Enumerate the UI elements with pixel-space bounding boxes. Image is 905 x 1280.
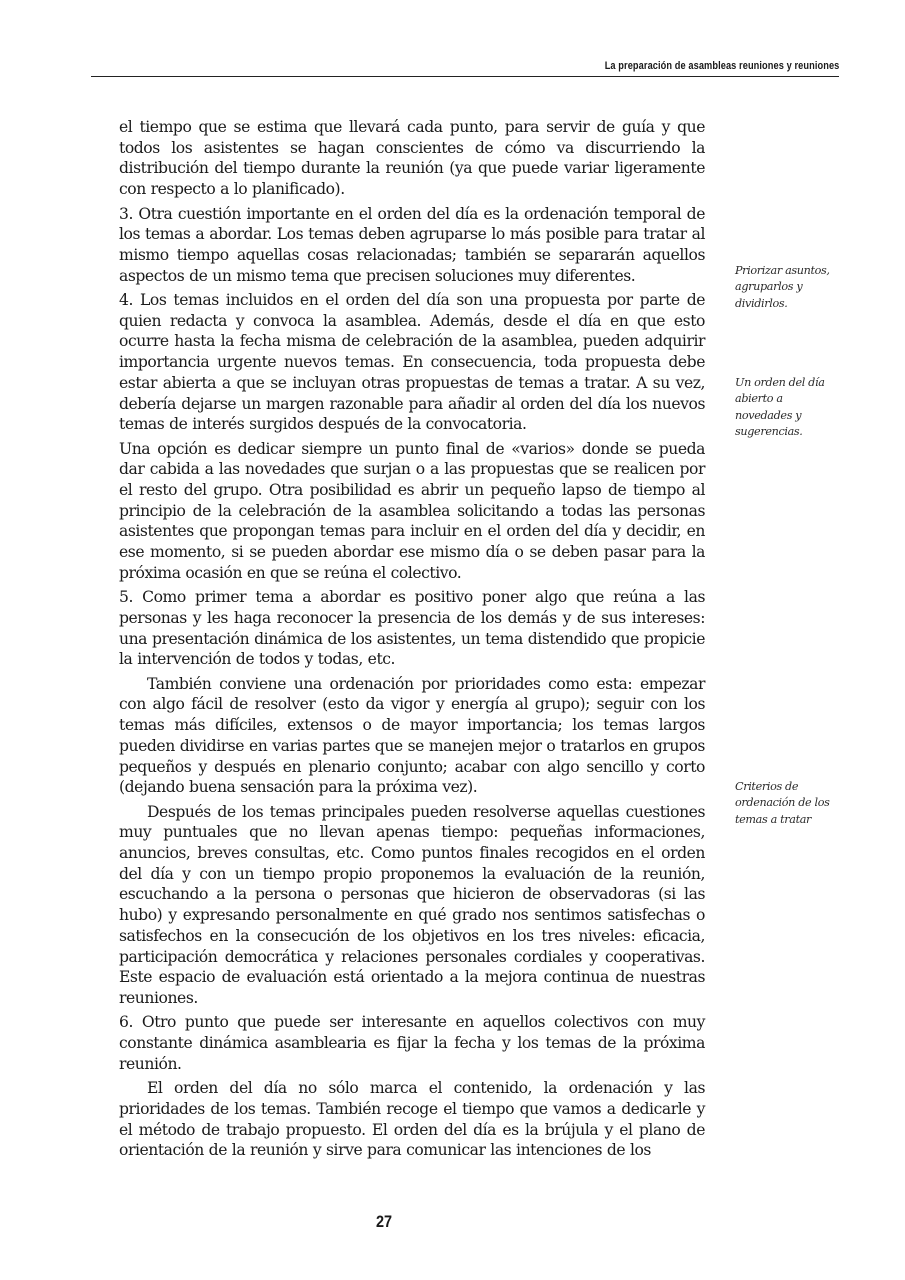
page-number: 27 bbox=[375, 1212, 393, 1231]
paragraph-point-3: 3. Otra cuestión importante en el orden del día es la ordenación temporal de los temas a abordar. Los temas deben agruparse lo más posible para tratar al mismo tiempo aquellas cosas relacionadas; también se separarán aquellos aspectos de un mismo tema que precisen soluciones muy diferentes. bbox=[119, 204, 705, 285]
paragraph-point-5: 5. Como primer tema a abordar es positivo poner algo que reúna a las personas y les haga reconocer la presencia de los demás y de sus intereses: una presentación dinámica de los asistentes, un tema distendido que propicie la intervención de todos y todas, etc. bbox=[119, 588, 705, 669]
paragraph-point-4: 4. Los temas incluidos en el orden del día son una propuesta por parte de quien redacta y convoca la asamblea. Además, desde el día en que esto ocurre hasta la fecha misma de celebración de la asamblea, pueden adquirir importancia urgente nuevos temas. En consecuencia, toda propuesta debe estar abierta a que se incluyan otras propuestas de temas a tratar. A su vez, debería dejarse un margen razonable para añadir al orden del día los nuevos temas de interés surgidos después de la convocatoria. bbox=[119, 291, 705, 434]
main-text-column bbox=[119, 117, 705, 1165]
header-rule bbox=[91, 76, 839, 77]
margin-note-ordering-criteria: Criterios de ordenación de los temas a tratar bbox=[735, 780, 830, 826]
paragraph-point-6: 6. Otro punto que puede ser interesante en aquellos colectivos con muy constante dinámica asamblearia es fijar la fecha y los temas de la próxima reunión. bbox=[119, 1013, 705, 1073]
paragraph-priorities: También conviene una ordenación por prioridades como esta: empezar con algo fácil de resolver (esto da vigor y energía al grupo); seguir con los temas más difíciles, extensos o de mayor importancia; los temas largos pueden dividirse en varias partes que se manejen mejor o tratarlos en grupos pequeños y después en plenario conjunto; acabar con algo sencillo y corto (dejando buena sensación para la próxima vez). bbox=[119, 674, 705, 797]
paragraph-agenda-compass: El orden del día no sólo marca el contenido, la ordenación y las prioridades de los temas. También recoge el tiempo que vamos a dedicarle y el método de trabajo propuesto. El orden del día es la brújula y el plano de orientación de la reunión y sirve para comunicar las intenciones de los bbox=[119, 1079, 705, 1160]
margin-note-prioritize: Priorizar asuntos, agruparlos y dividirlos. bbox=[735, 264, 830, 310]
paragraph-evaluation: Después de los temas principales pueden resolverse aquellas cuestiones muy puntuales que no llevan apenas tiempo: pequeñas informaciones, anuncios, breves consultas, etc. Como puntos finales recogidos en el orden del día y con un tiempo propio proponemos la evaluación de la reunión, escuchando a la persona o personas que hicieron de observadoras (si las hubo) y expresando personalmente en qué grado nos sentimos satisfechas o satisfechos en la consecución de los objetivos en los tres niveles: eficacia, participación democrática y relaciones personales cordiales y cooperativas. Este espacio de evaluación está orientado a la mejora continua de nuestras reuniones. bbox=[119, 802, 705, 1007]
margin-note-open-agenda: Un orden del día abierto a novedades y sugerencias. bbox=[735, 376, 825, 438]
running-header-title: La preparación de asambleas reuniones y reuniones bbox=[604, 60, 839, 72]
paragraph-time-estimate: el tiempo que se estima que llevará cada punto, para servir de guía y que todos los asistentes se hagan conscientes de cómo va discurriendo la distribución del tiempo durante la reunión (ya que puede variar ligeramente con respecto a lo planificado). bbox=[119, 118, 705, 199]
paragraph-varios-option: Una opción es dedicar siempre un punto final de «varios» donde se pueda dar cabida a las novedades que surjan o a las propuestas que se realicen por el resto del grupo. Otra posibilidad es abrir un pequeño lapso de tiempo al principio de la celebración de la asamblea solicitando a todas las personas asistentes que propongan temas para incluir en el orden del día y decidir, en ese momento, si se pueden abordar ese mismo día o se deben pasar para la próxima ocasión en que se reúna el colectivo. bbox=[119, 439, 705, 582]
